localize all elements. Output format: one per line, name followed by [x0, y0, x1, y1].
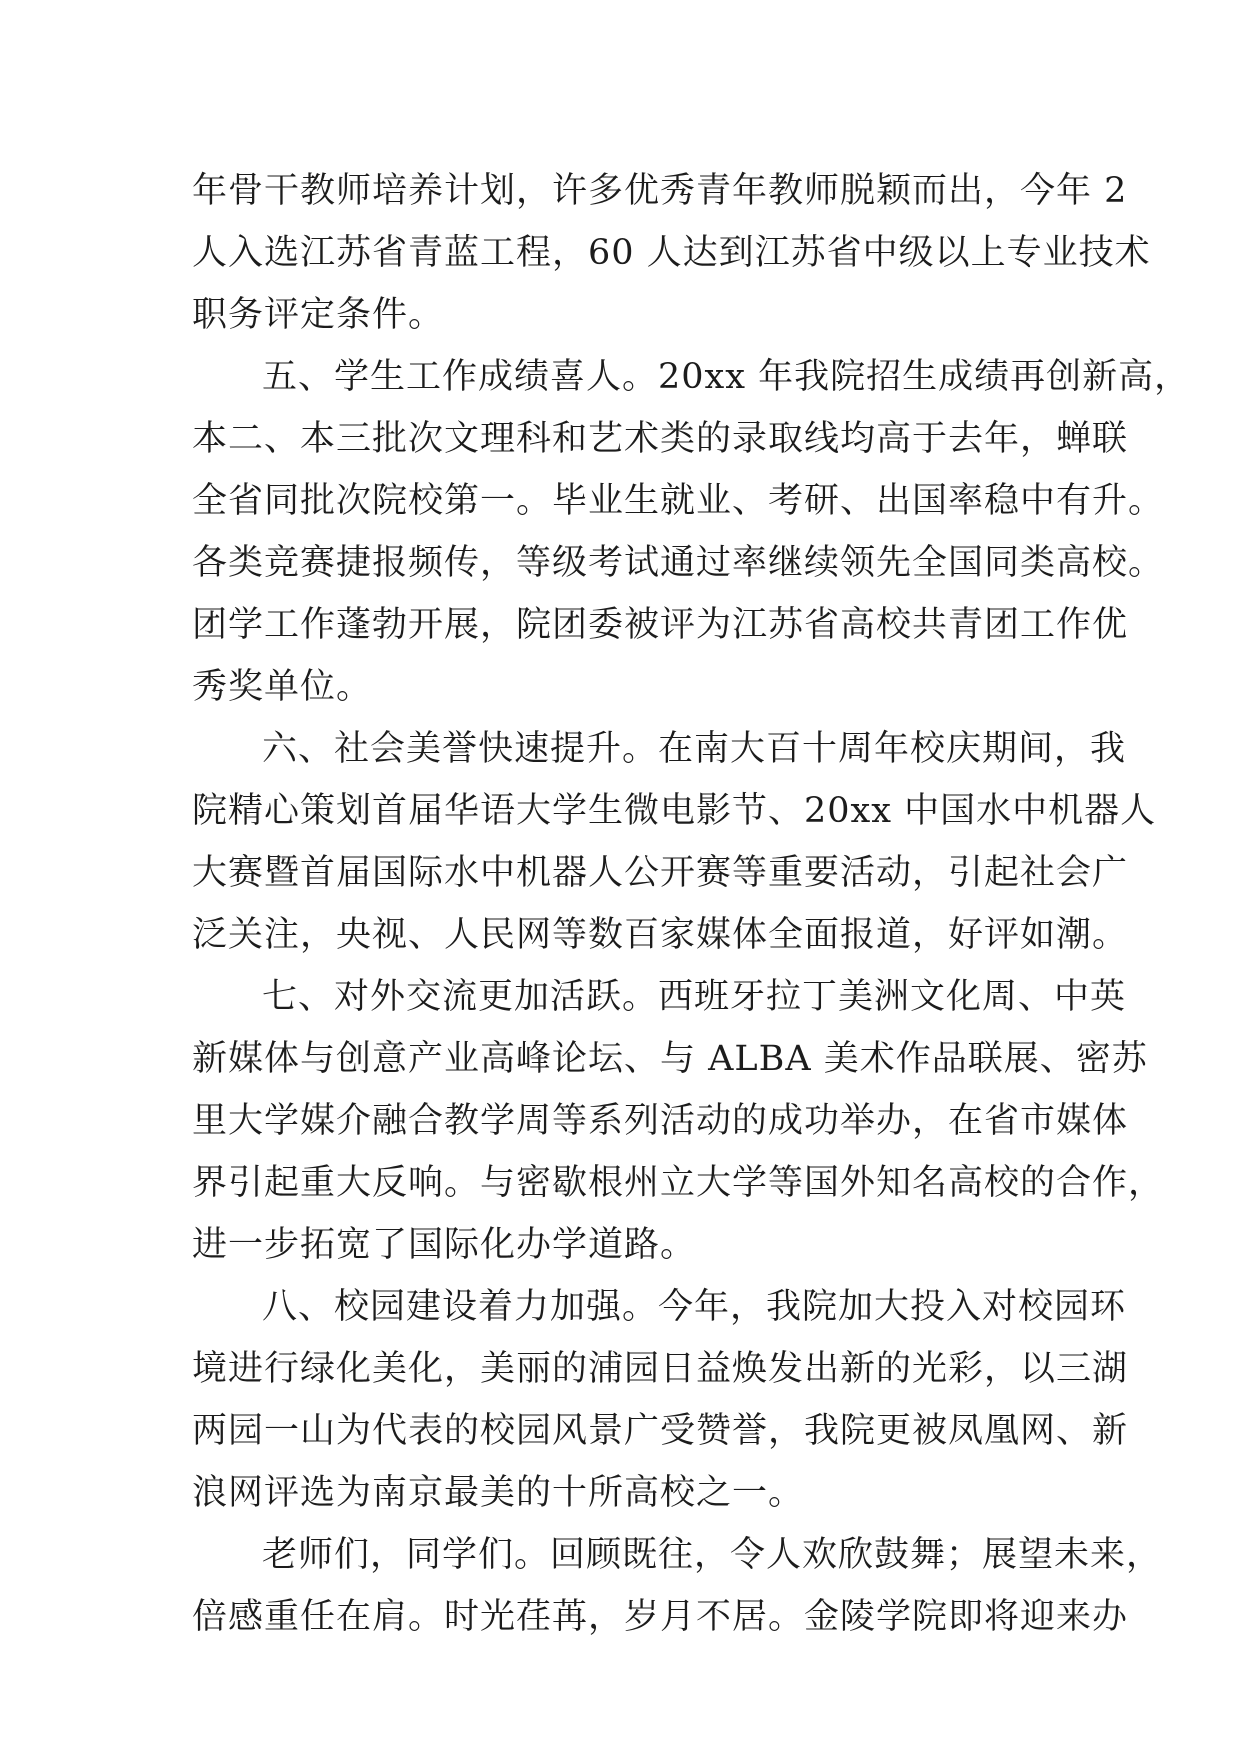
paragraph-campus-construction — [192, 1276, 1129, 1524]
text-line: 全省同批次院校第一。毕业生就业、考研、出国率稳中有升。 — [192, 481, 1165, 521]
paragraph-teacher-training — [192, 160, 1151, 346]
text-line: 大赛暨首届国际水中机器人公开赛等重要活动，引起社会广 — [192, 853, 1129, 893]
text-line: 新媒体与创意产业高峰论坛、与 ALBA 美术作品联展、密苏 — [192, 1039, 1148, 1079]
text-line: 本二、本三批次文理科和艺术类的录取线均高于去年，蝉联 — [192, 419, 1129, 459]
text-line: 两园一山为代表的校园风景广受赞誉，我院更被凤凰网、新 — [192, 1411, 1129, 1451]
paragraph-student-work — [192, 346, 1191, 718]
text-line: 倍感重任在肩。时光荏苒，岁月不居。金陵学院即将迎来办 — [192, 1597, 1129, 1637]
text-line: 里大学媒介融合教学周等系列活动的成功举办，在省市媒体 — [192, 1101, 1129, 1141]
text-line: 院精心策划首届华语大学生微电影节、20xx 中国水中机器人 — [192, 791, 1157, 831]
text-line: 年骨干教师培养计划，许多优秀青年教师脱颖而出，今年 2 — [192, 171, 1128, 211]
text-line: 浪网评选为南京最美的十所高校之一。 — [192, 1473, 805, 1513]
paragraph-closing-address — [192, 1524, 1163, 1648]
text-line: 老师们，同学们。回顾既往，令人欢欣鼓舞；展望未来， — [262, 1535, 1163, 1575]
text-line: 五、学生工作成绩喜人。20xx 年我院招生成绩再创新高， — [262, 357, 1191, 397]
text-line: 团学工作蓬勃开展，院团委被评为江苏省高校共青团工作优 — [192, 605, 1129, 645]
text-line: 人入选江苏省青蓝工程，60 人达到江苏省中级以上专业技术 — [192, 233, 1151, 273]
text-line: 八、校园建设着力加强。今年，我院加大投入对校园环 — [262, 1287, 1127, 1327]
paragraph-external-exchange — [192, 966, 1165, 1276]
text-line: 境进行绿化美化，美丽的浦园日益焕发出新的光彩，以三湖 — [192, 1349, 1129, 1389]
text-line: 六、社会美誉快速提升。在南大百十周年校庆期间，我 — [262, 729, 1127, 769]
text-line: 七、对外交流更加活跃。西班牙拉丁美洲文化周、中英 — [262, 977, 1127, 1017]
paragraph-social-reputation — [192, 718, 1157, 966]
text-line: 泛关注，央视、人民网等数百家媒体全面报道，好评如潮。 — [192, 915, 1129, 955]
text-line: 各类竞赛捷报频传，等级考试通过率继续领先全国同类高校。 — [192, 543, 1165, 583]
text-line: 秀奖单位。 — [192, 667, 373, 707]
text-line: 职务评定条件。 — [192, 295, 445, 335]
document-body — [192, 160, 1191, 1648]
text-line: 界引起重大反响。与密歇根州立大学等国外知名高校的合作， — [192, 1163, 1165, 1203]
text-line: 进一步拓宽了国际化办学道路。 — [192, 1225, 697, 1265]
